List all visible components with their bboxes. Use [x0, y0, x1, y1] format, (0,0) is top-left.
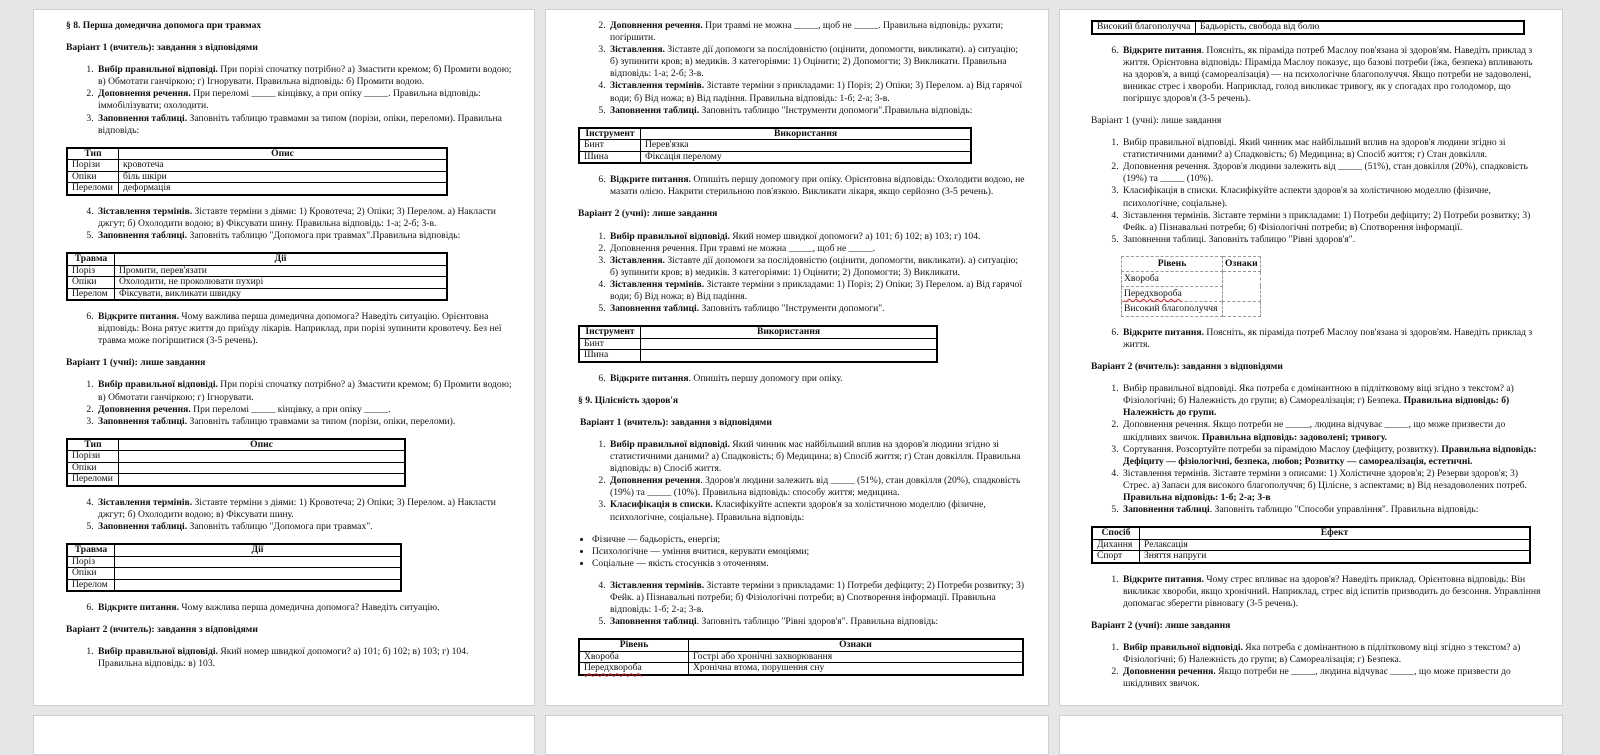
table-header-cell: Рівень [1122, 256, 1223, 271]
task-item [608, 44, 1028, 80]
task-type-label: Доповнення речення [610, 475, 701, 487]
table-row [1122, 271, 1261, 286]
table-cell: Промити, перев'язати [115, 265, 448, 277]
table-row [1122, 301, 1261, 316]
task-type-label: Відкрите питання. [1123, 573, 1205, 585]
task-type-label: Правильна відповідь: задоволені; тривогу. [1201, 431, 1388, 443]
table-cell-input[interactable] [1223, 271, 1261, 301]
health-levels-table [578, 638, 1024, 676]
task-type-label: Зіставлення термінів. [98, 205, 193, 217]
table-cell-input[interactable] [115, 579, 402, 591]
table-row [579, 350, 937, 362]
task-text: . Поясніть, як піраміда потреб Маслоу пов'язана зі здоров'ям. Наведіть приклад з життя. Орієнтовна відповідь: Піраміда Маслоу показує, що базові потреби (їжа, безпека) впливають на здоров'я, а вищі (самореалізація) — на психологічне благополуччя. Якщо потреби не задоволені, виникає стрес і хвороби. Наприклад, голод викликає тривогу, як у спогадах про голодомор, що погіршує здоров'я (3-5 речень). [1123, 44, 1533, 104]
table-cell: біль шкіри [119, 171, 448, 183]
task-type-label: Класифікація в списки. [610, 499, 713, 511]
table-row [67, 288, 447, 300]
task-type-label: Заповнення таблиці. [610, 104, 700, 116]
table-row [67, 148, 447, 160]
table-header-cell: Використання [641, 326, 938, 338]
table-cell: Поріз [67, 556, 115, 568]
task-text: Чому важлива перша домедична допомога? Наведіть ситуацію. [179, 602, 440, 614]
task-text: При переломі _____ кінцівку, а при опіку _____. Правильна відповідь: іммобілізувати; охолодити. [98, 88, 481, 112]
task-text: Поясніть, як піраміда потреб Маслоу пов'язана зі здоров'ям. Наведіть приклад з життя. [1123, 326, 1533, 350]
task-item [1121, 666, 1542, 690]
task-type-label: Вибір правильної відповіді. [610, 438, 730, 450]
table-cell: Опіки [67, 462, 119, 474]
task-type-label: Відкрите питання. [1123, 326, 1205, 338]
task-type-label: Заповнення таблиці. [610, 303, 700, 315]
variant-heading: Варіант 1 (учні): лише завдання [1091, 114, 1222, 126]
task-item: 3. Класифікація в списки. Класифікуйте аспекти здоров'я за холістичною моделлю (фізичне, психологічне, соціальне). [1121, 185, 1542, 209]
table-cell-input[interactable] [1223, 301, 1261, 316]
variant-heading: Варіант 1 (вчитель): завдання з відповідями [580, 416, 772, 428]
task-list [66, 64, 514, 137]
task-text: Сортування. Розсортуйте потреби за пірамідою Маслоу (дефіциту, розвитку). [1123, 443, 1442, 455]
task-text: При травмі не можна _____, щоб не _____. Правильна відповідь: рухати; погіршити. [610, 20, 1004, 44]
task-type-label: Правильна відповідь: 1-б; 2-а; 3-в [1123, 492, 1271, 504]
task-text: Зіставте терміни з прикладами: 1) Поріз; 2) Опіки; 3) Перелом. а) Від гарячої води; б) Від ножа; в) Від падіння. Правильна відповідь: 1-б; 2-а; 3-в. [610, 80, 1022, 104]
task-item [96, 521, 514, 533]
task-text: Заповніть таблицю травмами за типом (порізи, опіки, переломи). [187, 415, 456, 427]
task-text: При порізі спочатку потрібно? а) Змастити кремом; б) Промити водою; в) Обмотати ганчіркою; г) Ігнорувати. [98, 379, 512, 403]
table-cell-input[interactable] [119, 474, 406, 486]
variant-heading: Варіант 2 (учні): лише завдання [578, 208, 718, 220]
table-header-cell: Інструмент [579, 326, 641, 338]
task-text: Чому стрес впливає на здоров'я? Наведіть приклад. Орієнтовна відповідь: Він викликає хвороби, якщо хронічний. Наприклад, стрес від іспитів призводить до безсоння. Управління допомагає зберегти рівновагу (3-5 речень). [1123, 573, 1541, 609]
table-cell: Охолодити, не проколювати пухирі [115, 277, 448, 289]
variant-heading: Варіант 2 (учні): лише завдання [1091, 620, 1231, 631]
task-type-label: Відкрите питання [1123, 44, 1202, 56]
task-type-label: Заповнення таблиці. [98, 112, 188, 124]
task-type-label: Вибір правильної відповіді. [98, 646, 218, 658]
task-type-label: Зіставлення термінів. [610, 278, 705, 290]
bullet-item: • Соціальне — якість стосунків з оточенням. [592, 558, 1028, 570]
task-text: При порізі спочатку потрібно? а) Змастити кремом; б) Промити водою; в) Обмотати ганчіркою; г) Ігнорувати. Правильна відповідь: б) Промити водою. [98, 64, 512, 88]
task-item [608, 174, 1028, 198]
table-cell: Фіксувати, викликати швидку [115, 288, 448, 300]
table-cell: Високий благополучча [1092, 21, 1196, 34]
task-type-label: Доповнення речення. [610, 20, 703, 31]
task-text: Заповніть таблицю травмами за типом (порізи, опіки, переломи). Правильна відповідь: [98, 112, 502, 136]
task-item [608, 373, 1028, 385]
table-cell: Бадьорість, свобода від болю [1196, 21, 1525, 34]
bullet-item: • Психологічне — уміння вчитися, керувати емоціями; [592, 546, 1028, 558]
table-cell: Порізи [67, 160, 119, 172]
table-cell: Опіки [67, 171, 119, 183]
table-header-cell: Тип [67, 148, 119, 160]
task-list [1091, 45, 1542, 105]
task-item [1121, 383, 1542, 419]
injury-help-table [66, 252, 448, 301]
task-list [66, 206, 514, 242]
table-cell-input[interactable] [119, 451, 406, 463]
task-item [608, 303, 1028, 315]
task-item [96, 404, 514, 416]
task-text: Опишіть першу допомогу при опіку. Орієнтовна відповідь: Охолодити водою, не мазати олією. Накрити стерильною пов'язкою. Викликати лікаря, якщо серйозно (3-5 речень). [610, 174, 1025, 198]
table-header-cell: Використання [641, 128, 972, 140]
task-list [1091, 642, 1542, 690]
task-item [1121, 327, 1542, 351]
task-type-label: Зіставлення. [610, 44, 665, 56]
table-header-cell: Рівень [579, 639, 689, 651]
task-item: 2. Доповнення речення. Здоров'я людини залежить від _____ (51%), стан довкілля (20%), спадковість (19%) та _____ (10%). [1121, 161, 1542, 185]
task-item: 5. Заповнення таблиці. Заповніть таблицю "Рівні здоров'я". [1121, 234, 1542, 246]
task-item [96, 230, 514, 242]
task-type-label: Зіставлення термінів. [610, 80, 705, 92]
task-type-label: Вибір правильної відповіді. [98, 64, 218, 76]
task-text: Заповніть таблицю "Інструменти допомоги". [699, 303, 885, 315]
table-cell: Фіксація перелому [641, 151, 972, 163]
task-item [96, 497, 514, 521]
variant-heading: Варіант 2 (вчитель): завдання з відповідями [66, 624, 258, 636]
task-type-label: Доповнення речення. [98, 403, 191, 415]
task-item [96, 646, 514, 670]
tools-table [578, 127, 972, 165]
task-list [1091, 574, 1542, 610]
table-row [67, 277, 447, 289]
table-row [1092, 539, 1530, 551]
table-header-cell: Інструмент [579, 128, 641, 140]
task-item [1121, 444, 1542, 468]
task-item [96, 311, 514, 347]
task-list [1091, 383, 1542, 516]
table-header-cell: Тип [67, 439, 119, 451]
task-item [608, 475, 1028, 499]
task-text: Доповнення речення. Якщо потреби не _____, людина відчуває _____, що може призвести до шкідливих звичок. [1123, 419, 1506, 443]
task-type-label: Вибір правильної відповіді. [610, 230, 730, 242]
table-cell: Опіки [67, 568, 115, 580]
table-cell: Шина [579, 350, 641, 362]
task-type-label: Відкрите питання. [98, 602, 180, 614]
health-levels-table-continued [1091, 20, 1525, 35]
task-item [608, 80, 1028, 104]
table-header-cell: Ознаки [1223, 256, 1261, 271]
table-cell: Хронічна втома, порушення сну [689, 663, 1024, 675]
task-item [608, 231, 1028, 243]
task-type-label: Зіставлення. [610, 254, 665, 266]
task-item [608, 580, 1028, 616]
table-cell-input[interactable] [641, 350, 938, 362]
task-type-label: Заповнення таблиці. [98, 520, 188, 532]
task-text: . Заповніть таблицю "Способи управління". Правильна відповідь: [1209, 504, 1479, 516]
task-text: При переломі _____ кінцівку, а при опіку _____. [190, 403, 391, 415]
table-row [67, 171, 447, 183]
table-row [67, 462, 405, 474]
table-row [67, 556, 401, 568]
task-item [608, 243, 1028, 255]
task-list [578, 174, 1028, 198]
tools-table-blank [578, 325, 938, 363]
task-text: Зіставте дії допомоги за послідовністю (оцінити, допомогти, викликати). а) ситуацію; б) зупинити кров; в) медиків. З категоріями: 1) Оцінити; 2) Допомогти; 3) Викликати. [610, 254, 1019, 278]
table-cell: Порізи [67, 451, 119, 463]
task-text: Зіставте терміни з діями: 1) Кровотеча; 2) Опіки; 3) Перелом. а) Накласти джгут; б) Охолодити водою; в) Фіксувати шину. Правильна відповідь: 1-а; 2-б; 3-в. [98, 205, 496, 229]
task-item: 1. Вибір правильної відповіді. Який чинник має найбільший вплив на здоров'я людини згідно зі статистичними даними? а) Спадковість; б) Медицина; в) Спосіб життя; г) Стан довкілля. [1121, 137, 1542, 161]
task-text: Зіставлення термінів. Зіставте терміни з описами: 1) Холістичне здоров'я; 2) Резерви здоров'я; 3) Стрес. а) Запаси для високого благополуччя; б) Цілісне, з аспектами; в) Від незадоволених потреб. [1123, 467, 1527, 491]
task-text: Класифікуйте аспекти здоров'я за холістичною моделлю (фізичне, психологічне, соціальне). Правильна відповідь: [610, 499, 986, 523]
task-item [96, 602, 514, 614]
table-cell: Хвороба [579, 651, 689, 663]
task-text: . Заповніть таблицю "Рівні здоров'я". Правильна відповідь: [696, 616, 939, 628]
task-type-label: Заповнення таблиці [610, 616, 697, 628]
task-text: . Опишіть першу допомогу при опіку. [688, 372, 843, 384]
task-item [96, 113, 514, 137]
bullet-item: • Фізичне — бадьорість, енергія; [592, 534, 1028, 546]
task-item [608, 439, 1028, 475]
table-row [67, 160, 447, 172]
variant-heading: Варіант 1 (учні): лише завдання [66, 357, 206, 369]
task-text: Зіставте терміни з діями: 1) Кровотеча; 2) Опіки; 3) Перелом. а) Накласти джгут; б) Охолодити водою; в) Фіксувати шину. [98, 496, 496, 520]
table-cell: Високий благополуччя [1122, 301, 1223, 316]
document-page-4 [33, 715, 535, 755]
table-row [579, 151, 971, 163]
table-cell: кровотеча [119, 160, 448, 172]
table-cell-input[interactable] [119, 462, 406, 474]
table-row [579, 663, 1023, 675]
task-item [608, 20, 1028, 44]
task-list [66, 602, 514, 614]
task-list [66, 497, 514, 533]
task-text: Доповнення речення. При травмі не можна _____, щоб не _____. [610, 242, 876, 254]
table-cell-input[interactable] [641, 338, 938, 350]
document-page-3 [1059, 9, 1563, 706]
table-header-cell: Дії [115, 544, 402, 556]
stress-management-table [1091, 526, 1531, 564]
task-item [608, 105, 1028, 117]
table-cell: деформація [119, 183, 448, 195]
table-header-cell: Спосіб [1092, 527, 1140, 539]
task-text: Заповніть таблицю "Допомога при травмах".Правильна відповідь: [187, 229, 461, 241]
task-list [578, 439, 1028, 524]
table-row [579, 326, 937, 338]
task-list [578, 580, 1028, 628]
table-row [1092, 21, 1524, 34]
task-type-label: Відкрите питання. [610, 174, 692, 186]
table-cell: Перев'язка [641, 140, 972, 152]
task-item [608, 499, 1028, 523]
table-row [67, 568, 401, 580]
task-text: Вибір правильної відповіді. Яка потреба є домінантною в підлітковому віці згідно з текстом? а) Фізіологічні; б) Належність до групи; в) Самореалізація; г) Безпека. [1123, 383, 1514, 407]
table-header-cell: Опис [119, 439, 406, 451]
task-list [66, 646, 514, 670]
task-item [96, 416, 514, 428]
task-text: Якщо потреби не _____, людина відчуває _____, що може призвести до шкідливих звичок. [1123, 666, 1511, 690]
table-cell: Зняття напруги [1140, 551, 1531, 563]
task-list [1091, 327, 1542, 351]
table-header-cell: Травма [67, 253, 115, 265]
task-item [1121, 45, 1542, 105]
table-row [67, 265, 447, 277]
task-item [608, 616, 1028, 628]
table-cell-input[interactable] [115, 568, 402, 580]
task-item [96, 206, 514, 230]
task-item [96, 88, 514, 112]
task-list [1091, 137, 1542, 246]
table-cell: Шина [579, 151, 641, 163]
task-list [578, 231, 1028, 316]
task-type-label: Заповнення таблиці [1123, 504, 1210, 516]
document-page-2 [545, 9, 1049, 706]
task-list [578, 20, 1028, 117]
table-row [67, 253, 447, 265]
table-header-cell: Дії [115, 253, 448, 265]
task-type-label: Заповнення таблиці. [98, 229, 188, 241]
table-cell: Бинт [579, 338, 641, 350]
table-cell: Переломи [67, 474, 119, 486]
table-row [67, 544, 401, 556]
task-type-label: Заповнення таблиці. [98, 415, 188, 427]
table-cell: Опіки [67, 277, 115, 289]
table-row [1122, 256, 1261, 271]
variant-heading: Варіант 1 (вчитель): завдання з відповідями [66, 42, 258, 54]
document-page-1 [33, 9, 535, 706]
task-item [608, 279, 1028, 303]
task-type-label: Вибір правильної відповіді. [1123, 642, 1243, 654]
table-row [579, 651, 1023, 663]
table-row [579, 639, 1023, 651]
variant-heading: Варіант 2 (вчитель): завдання з відповідями [1091, 361, 1283, 373]
table-cell: Поріз [67, 265, 115, 277]
table-cell: Передхвороба [579, 663, 689, 675]
task-item: 4. Зіставлення термінів. Зіставте терміни з прикладами: 1) Потреби дефіциту; 2) Потреби розвитку; 3) Фейк. а) Пізнавальні потреби; б) Фізіологічні потреби; в) Спотворення інформації. [1121, 210, 1542, 234]
table-header-cell: Ознаки [689, 639, 1024, 651]
task-text: Зіставте терміни з прикладами: 1) Поріз; 2) Опіки; 3) Перелом. а) Від гарячої води; б) Від ножа; в) Від падіння. [610, 278, 1022, 302]
bullet-list [578, 534, 1028, 570]
task-item [96, 64, 514, 88]
table-cell: Перелом [67, 288, 115, 300]
document-page-6 [1059, 715, 1563, 755]
task-text: Чому важлива перша домедична допомога? Наведіть ситуацію. Орієнтовна відповідь: Вона рятує життя до приїзду лікарів. Наприклад, при порізі зупинити кровотечу. Без неї травма може погіршитися (3-5 речень). [98, 311, 502, 347]
task-type-label: Доповнення речення. [98, 88, 191, 100]
task-type-label: Вибір правильної відповіді. [98, 379, 218, 391]
table-header-cell: Опис [119, 148, 448, 160]
task-list [578, 373, 1028, 385]
task-type-label: Правильна відповідь: Дефіциту — фізіологічні, безпека, любов; Розвитку — самореалізація, естетичні. [1123, 443, 1537, 467]
task-text: Зіставте дії допомоги за послідовністю (оцінити, допомогти, викликати). а) ситуацію; б) зупинити кров; в) медиків. З категоріями: 1) Оцінити; 2) Допомогти; 3) Викликати. Правильна відповідь: 1-а; 2-б; 3-в. [610, 44, 1019, 80]
section-title: § 8. Перша домедична допомога при травмах [66, 20, 262, 31]
task-text: Який номер швидкої допомоги? а) 101; б) 102; в) 103; г) 104. [729, 230, 981, 242]
injury-type-table-blank [66, 438, 406, 487]
task-item [1121, 642, 1542, 666]
task-item [96, 379, 514, 403]
task-item [1121, 574, 1542, 610]
table-header-cell: Ефект [1140, 527, 1531, 539]
table-row [579, 338, 937, 350]
task-text: Який номер швидкої допомоги? а) 101; б) 102; в) 103; г) 104. Правильна відповідь: в) 103. [98, 646, 469, 670]
table-row [1092, 527, 1530, 539]
table-row [67, 451, 405, 463]
table-cell: Перелом [67, 579, 115, 591]
table-cell-input[interactable] [115, 556, 402, 568]
health-levels-table-blank [1121, 256, 1261, 317]
task-type-label: Правильна відповідь: б) Належність до групи. [1123, 395, 1510, 419]
task-type-label: Відкрите питання [610, 372, 689, 384]
table-header-cell: Травма [67, 544, 115, 556]
task-list [66, 311, 514, 347]
task-item [1121, 419, 1542, 443]
injury-type-table [66, 147, 448, 196]
table-cell: Релаксація [1140, 539, 1531, 551]
table-row [67, 183, 447, 195]
table-cell: Переломи [67, 183, 119, 195]
table-cell: Хвороба [1122, 271, 1223, 286]
task-type-label: Зіставлення термінів. [610, 579, 705, 591]
document-page-5 [545, 715, 1049, 755]
table-row [579, 128, 971, 140]
task-text: Який чинник має найбільший вплив на здоров'я людини згідно зі статистичними даними? а) Спадковість; б) Медицина; в) Спосіб життя; г) Стан довкілля. Правильна відповідь: в) Спосіб життя. [610, 438, 1021, 475]
task-item [608, 255, 1028, 279]
task-item [1121, 504, 1542, 516]
table-cell: Передхвороба [1122, 286, 1223, 301]
injury-help-table-blank [66, 543, 402, 592]
section-title: § 9. Цілісність здоров'я [578, 394, 679, 406]
task-type-label: Доповнення речення. [1123, 666, 1216, 678]
table-row [67, 439, 405, 451]
table-cell: Дихання [1092, 539, 1140, 551]
task-text: . Здоров'я людини залежить від _____ (51%), стан довкілля (20%), спадковість (19%) та _____ (10%). Правильна відповідь: способу життя; медицина. [610, 475, 1021, 499]
table-cell: Бинт [579, 140, 641, 152]
task-list [66, 379, 514, 427]
table-row [67, 474, 405, 486]
task-type-label: Відкрите питання. [98, 311, 180, 323]
table-row [579, 140, 971, 152]
task-text: Зіставте терміни з прикладами: 1) Потреби дефіциту; 2) Потреби розвитку; 3) Фейк. а) Пізнавальні потреби; б) Фізіологічні потреби; в) Спотворення інформації. Правильна відповідь: 1-б; 2-а; 3-в. [610, 579, 1025, 616]
task-item [1121, 468, 1542, 504]
task-text: Яка потреба є домінантною в підлітковому віці згідно з текстом? а) Фізіологічні; б) Належність до групи; в) Самореалізація; г) Безпека. [1123, 642, 1521, 666]
task-text: Заповніть таблицю "Допомога при травмах". [187, 520, 373, 532]
table-cell: Гострі або хронічні захворювання [689, 651, 1024, 663]
task-text: Заповніть таблицю "Інструменти допомоги".Правильна відповідь: [699, 104, 973, 116]
task-type-label: Зіставлення термінів. [98, 496, 193, 508]
table-row [1092, 551, 1530, 563]
table-cell: Спорт [1092, 551, 1140, 563]
table-row [67, 579, 401, 591]
